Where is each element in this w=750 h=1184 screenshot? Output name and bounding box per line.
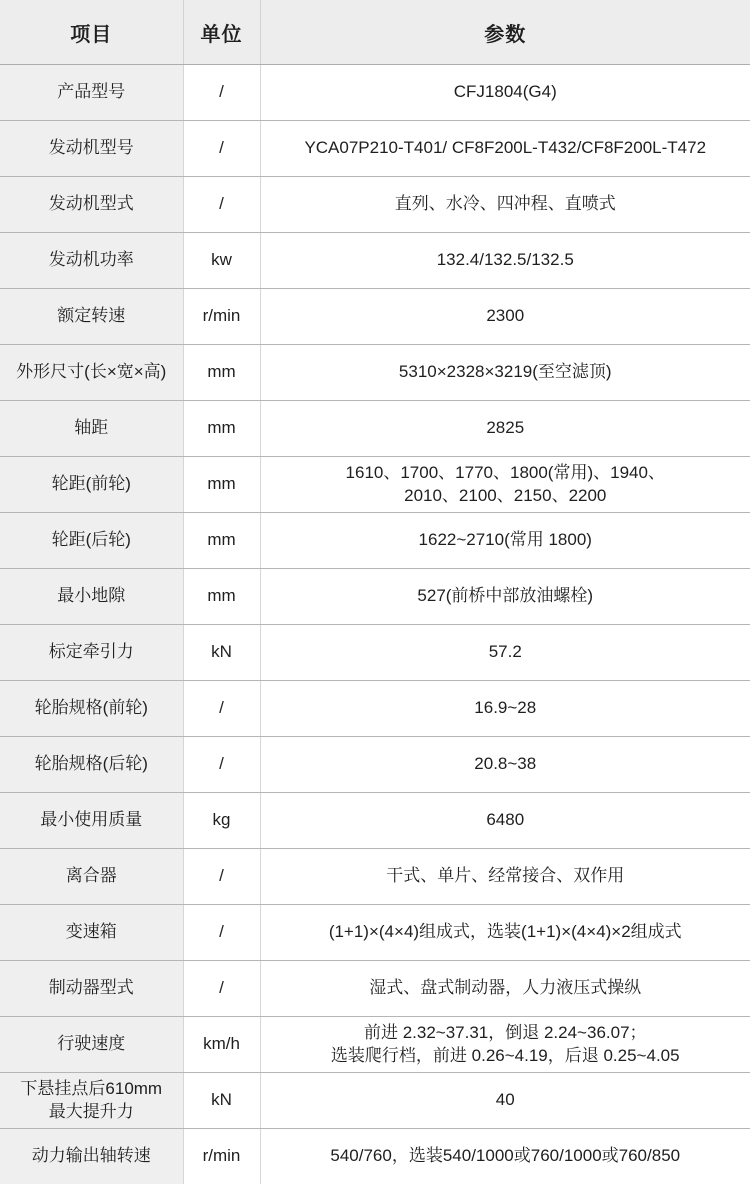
table-row [0,1129,750,1184]
item-cell: 最小地隙 [0,569,183,625]
table-row [0,401,750,457]
param-cell: 16.9~28 [260,681,750,737]
param-cell: 1610、1700、1770、1800(常用)、1940、 2010、2100、2150、2200 [260,457,750,513]
unit-cell: mm [183,513,260,569]
item-cell: 轮胎规格(前轮) [0,681,183,737]
column-header-item: 项目 [0,0,183,65]
param-cell: 1622~2710(常用 1800) [260,513,750,569]
unit-cell: r/min [183,289,260,345]
unit-cell: kN [183,1073,260,1129]
table-body [0,65,750,1184]
column-header-param: 参数 [260,0,750,65]
table-row [0,345,750,401]
item-cell: 离合器 [0,849,183,905]
param-cell: 540/760，选装540/1000或760/1000或760/850 [260,1129,750,1184]
param-cell: 57.2 [260,625,750,681]
item-cell: 动力输出轴转速 [0,1129,183,1184]
column-header-unit: 单位 [183,0,260,65]
unit-cell: / [183,121,260,177]
table-row [0,177,750,233]
unit-cell: / [183,65,260,121]
item-cell: 轮距(前轮) [0,457,183,513]
item-cell: 发动机型号 [0,121,183,177]
item-cell: 产品型号 [0,65,183,121]
table-row [0,233,750,289]
unit-cell: kw [183,233,260,289]
unit-cell: / [183,961,260,1017]
param-cell: 直列、水冷、四冲程、直喷式 [260,177,750,233]
item-cell: 轴距 [0,401,183,457]
table-row [0,65,750,121]
unit-cell: / [183,905,260,961]
param-cell: 6480 [260,793,750,849]
unit-cell: mm [183,345,260,401]
param-cell: (1+1)×(4×4)组成式，选装(1+1)×(4×4)×2组成式 [260,905,750,961]
unit-cell: / [183,849,260,905]
param-cell: 前进 2.32~37.31，倒退 2.24~36.07； 选装爬行档，前进 0.26~4.19，后退 0.25~4.05 [260,1017,750,1073]
item-cell: 标定牵引力 [0,625,183,681]
unit-cell: kN [183,625,260,681]
table-row [0,457,750,513]
table-row [0,737,750,793]
item-cell: 行驶速度 [0,1017,183,1073]
param-cell: 2300 [260,289,750,345]
unit-cell: / [183,737,260,793]
param-cell: YCA07P210-T401/ CF8F200L-T432/CF8F200L-T472 [260,121,750,177]
item-cell: 下悬挂点后610mm 最大提升力 [0,1073,183,1129]
table-row [0,1017,750,1073]
unit-cell: / [183,681,260,737]
item-cell: 最小使用质量 [0,793,183,849]
table-row [0,1073,750,1129]
item-cell: 发动机型式 [0,177,183,233]
param-cell: 5310×2328×3219(至空滤顶) [260,345,750,401]
table-row [0,289,750,345]
table-row [0,849,750,905]
table-row [0,681,750,737]
item-cell: 制动器型式 [0,961,183,1017]
item-cell: 轮距(后轮) [0,513,183,569]
param-cell: 20.8~38 [260,737,750,793]
item-cell: 额定转速 [0,289,183,345]
item-cell: 变速箱 [0,905,183,961]
table-row [0,121,750,177]
param-cell: 干式、单片、经常接合、双作用 [260,849,750,905]
param-cell: 527(前桥中部放油螺栓) [260,569,750,625]
table-row [0,625,750,681]
unit-cell: mm [183,401,260,457]
unit-cell: mm [183,569,260,625]
unit-cell: mm [183,457,260,513]
item-cell: 发动机功率 [0,233,183,289]
table-row [0,961,750,1017]
param-cell: 湿式、盘式制动器，人力液压式操纵 [260,961,750,1017]
unit-cell: kg [183,793,260,849]
param-cell: 2825 [260,401,750,457]
table-row [0,793,750,849]
unit-cell: km/h [183,1017,260,1073]
unit-cell: / [183,177,260,233]
table-row [0,513,750,569]
param-cell: 132.4/132.5/132.5 [260,233,750,289]
table-row [0,905,750,961]
unit-cell: r/min [183,1129,260,1184]
table-header-row [0,0,750,65]
param-cell: CFJ1804(G4) [260,65,750,121]
item-cell: 外形尺寸(长×宽×高) [0,345,183,401]
item-cell: 轮胎规格(后轮) [0,737,183,793]
table-row [0,569,750,625]
param-cell: 40 [260,1073,750,1129]
